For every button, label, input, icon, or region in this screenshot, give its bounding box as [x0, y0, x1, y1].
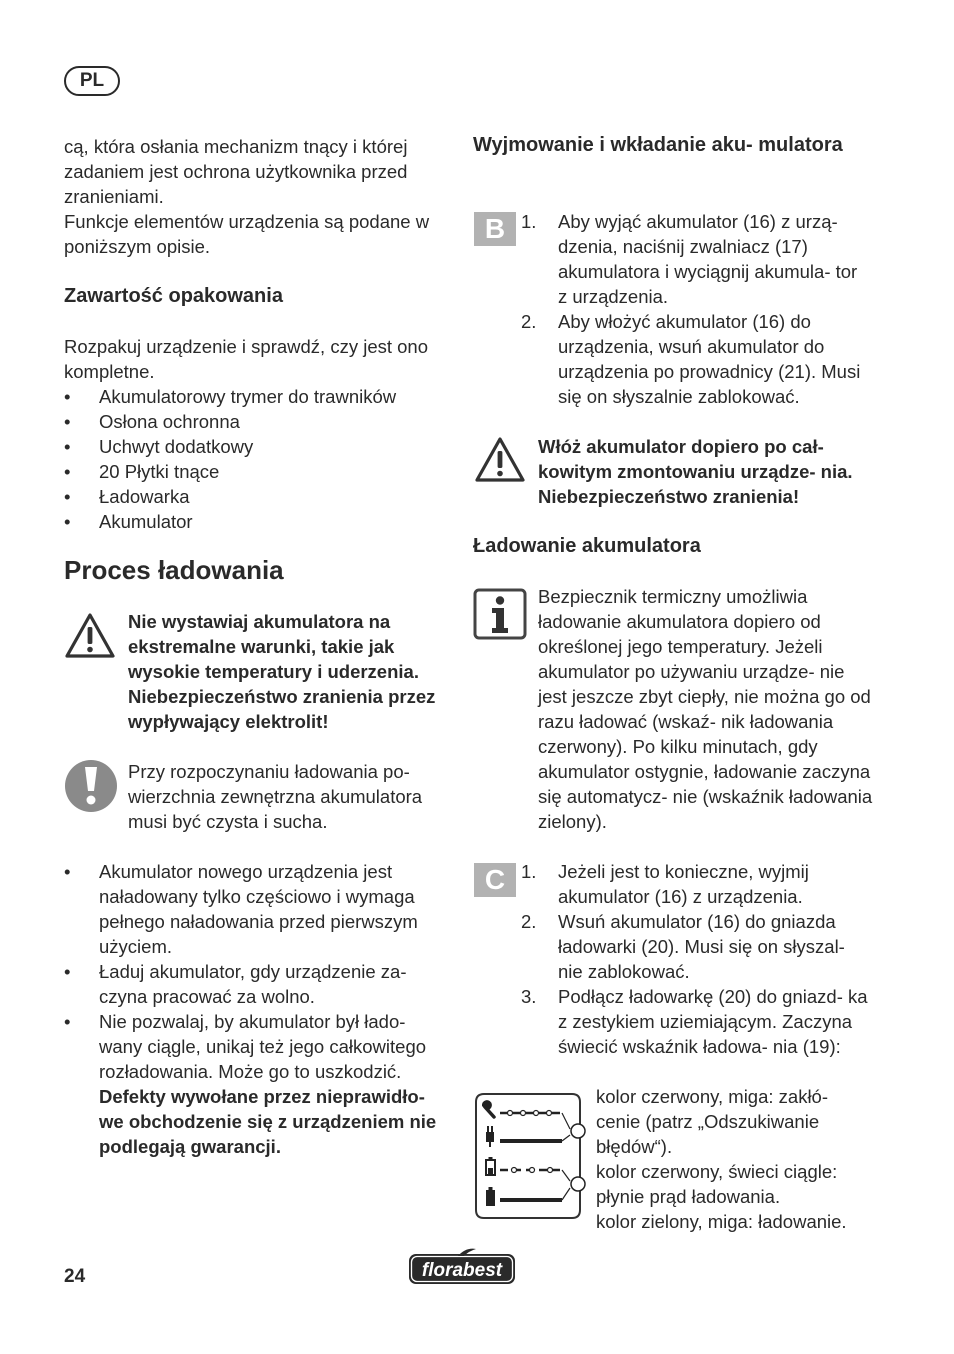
list-item: 1. Jeżeli jest to konieczne, wyjmij akumulator (16) z urządzenia.: [521, 861, 809, 907]
remove-warning-text: Włóż akumulator dopiero po cał- kowitym zmontowaniu urządze- nia. Niebezpieczeństwo zranienia!: [538, 436, 853, 507]
list-item-text: Ładuj akumulator, gdy urządzenie za- czyna pracować za wolno.: [99, 961, 407, 1007]
svg-text:florabest: florabest: [421, 1260, 503, 1281]
figure-label-c: C: [474, 863, 516, 897]
packaging-heading: Zawartość opakowania: [64, 285, 283, 307]
list-item: • Uchwyt dodatkowy: [64, 434, 454, 459]
battery-full-icon: [486, 1187, 495, 1206]
info-text: Bezpiecznik termiczny umożliwia ładowanie akumulatora dopiero od określonej jego temperatury. Jeżeli akumulator po używaniu urządze- nie jest jeszcze zbyt ciepły, nie można go od razu ładować (wskaź- nik ładowania czerwony). Po kilku minutach, gdy akumulator ostygnie, ładowanie zaczyna się automatycz- nie (wskaźnik ładowania zielony).: [538, 586, 873, 832]
list-item: • Ładowarka: [64, 484, 454, 509]
list-item: • 20 Płytki tnące: [64, 459, 454, 484]
charge-steps-list: [473, 859, 873, 1059]
list-item: 1. Aby wyjąć akumulator (16) z urzą- dzenia, naciśnij zwalniacz (17) akumulatora i wyciągnij akumula- tor z urządzenia.: [521, 211, 858, 307]
page-number: 24: [64, 1266, 86, 1287]
figure-label-b: B: [474, 212, 516, 246]
info-icon: [473, 588, 527, 640]
indicator-green-blinking: kolor zielony, miga: ładowanie.: [596, 1211, 847, 1232]
charging-list: [64, 859, 450, 1159]
intro-paragraph-2: Funkcje elementów urządzenia są podane w poniższym opisie.: [64, 211, 430, 257]
list-item-text: Akumulator nowego urządzenia jest naładowany tylko częściowo i wymaga pełnego naładowania przed pierwszym użyciem.: [99, 861, 418, 957]
intro-paragraph-1: cą, która osłania mechanizm tnący i której zadaniem jest ochrona użytkownika przed zranieniami.: [64, 136, 408, 207]
list-item: 2. Wsuń akumulator (16) do gniazda ładowarki (20). Musi się on słyszal- nie zablokować.: [521, 911, 845, 982]
indicator-red-steady: kolor czerwony, świeci ciągle: płynie prąd ładowania.: [596, 1161, 838, 1207]
packaging-text: Rozpakuj urządzenie i sprawdź, czy jest ono kompletne.: [64, 336, 429, 382]
packaging-list: [64, 384, 454, 534]
list-item: [64, 859, 450, 959]
list-item: • Akumulatorowy trymer do trawników: [64, 384, 454, 409]
list-item: [64, 1009, 450, 1159]
remove-steps-list: [473, 209, 863, 409]
note-text: Przy rozpoczynaniu ładowania po- wierzchnia zewnętrzna akumulatora musi być czysta i sucha.: [128, 761, 423, 832]
list-item-text: Nie pozwalaj, by akumulator był łado- wany ciągle, unikaj też jego całkowitego rozładowania. Może go to uszkodzić.: [99, 1011, 427, 1082]
plug-icon: [486, 1126, 494, 1147]
language-badge: PL: [64, 66, 120, 96]
warning-icon: [474, 436, 526, 484]
list-item: • Akumulator: [64, 509, 454, 534]
wrench-icon: [482, 1100, 494, 1117]
remove-insert-heading: Wyjmowanie i wkładanie aku- mulatora: [473, 134, 843, 156]
battery-half-icon: [486, 1157, 495, 1175]
exclamation-circle-icon: [64, 759, 118, 813]
list-item: [64, 959, 450, 1009]
charging-heading: Proces ładowania: [64, 555, 284, 585]
warranty-note: Defekty wywołane przez nieprawidło- we obchodzenie się z urządzeniem nie podlegają gwarancji.: [99, 1086, 437, 1157]
charge-battery-heading: Ładowanie akumulatora: [473, 535, 701, 557]
warning-text: Nie wystawiaj akumulatora na ekstremalne warunki, takie jak wysokie temperatury i uderzenia. Niebezpieczeństwo zranienia przez wypływający elektrolit!: [128, 611, 436, 732]
list-item: • Osłona ochronna: [64, 409, 454, 434]
florabest-logo: [406, 1245, 518, 1287]
charge-indicator-diagram: [474, 1092, 590, 1222]
indicator-red-blinking: kolor czerwony, miga: zakłó- cenie (patrz „Odszukiwanie błędów“).: [596, 1086, 829, 1157]
list-item: 2. Aby włożyć akumulator (16) do urządzenia, wsuń akumulator do urządzenia po prowadnicy (21). Musi się on słyszalnie zablokować.: [521, 311, 861, 407]
warning-icon: [64, 612, 116, 660]
list-item: 3. Podłącz ładowarkę (20) do gniazd- ka z zestykiem uziemiającym. Zaczyna świecić wskaźnik ładowa- nia (19):: [521, 986, 868, 1057]
